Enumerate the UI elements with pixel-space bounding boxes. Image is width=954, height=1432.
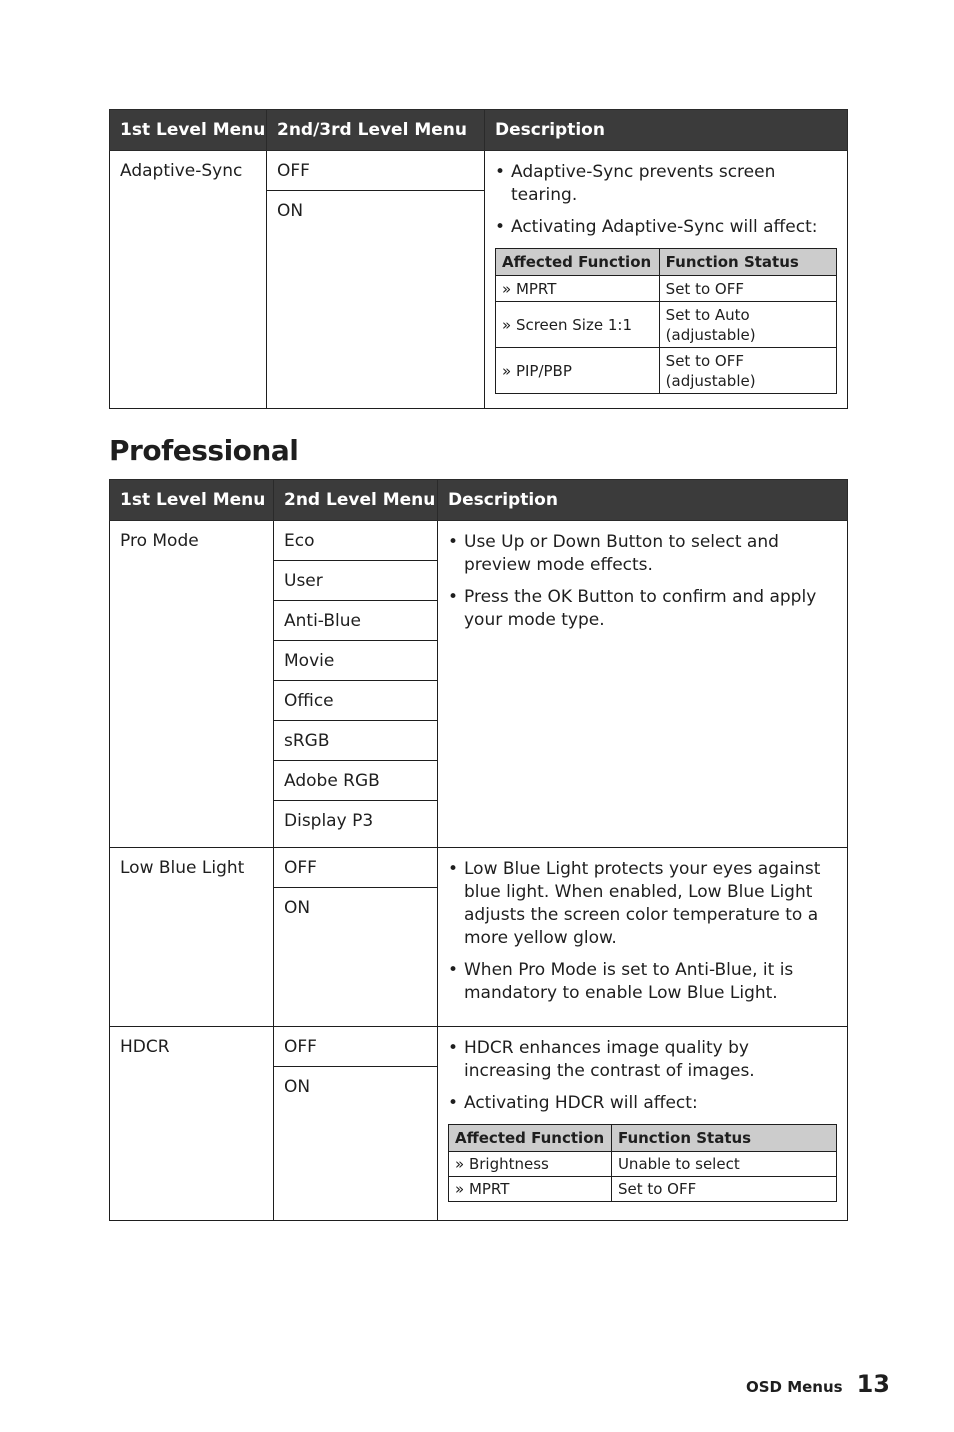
function-status: Set to OFF — [659, 276, 836, 302]
affected-row — [449, 1177, 837, 1202]
option-list — [274, 1027, 438, 1221]
option-office: Office — [274, 681, 437, 721]
option-on: ON — [277, 201, 304, 221]
table-header-row — [110, 480, 848, 521]
option-on: ON — [284, 1077, 311, 1097]
option-srgb: sRGB — [274, 721, 437, 761]
affected-row — [496, 348, 837, 394]
description-bullets — [448, 531, 837, 632]
section-title: Professional — [109, 434, 299, 467]
function-status: Set to Auto (adjustable) — [659, 302, 836, 348]
level1-adaptive-sync: Adaptive-Sync — [110, 151, 267, 409]
description-bullets — [448, 1037, 837, 1115]
table-row — [110, 521, 848, 848]
level1-hdcr: HDCR — [110, 1027, 274, 1221]
affected-function: » Brightness — [449, 1152, 612, 1177]
description-cell — [485, 151, 848, 409]
function-status: Set to OFF (adjustable) — [659, 348, 836, 394]
affected-function-table — [495, 248, 837, 394]
description-cell — [438, 1027, 848, 1221]
table-header-row — [110, 110, 848, 151]
option-list — [274, 848, 438, 1027]
header-2nd-3rd-level: 2nd/3rd Level Menu — [267, 110, 485, 151]
option-list — [267, 151, 485, 409]
affected-function: » MPRT — [449, 1177, 612, 1202]
affected-row — [496, 276, 837, 302]
option-off: OFF — [267, 151, 484, 191]
status-header: Function Status — [659, 249, 836, 276]
table-row — [110, 151, 848, 409]
description-bullets — [495, 161, 837, 239]
bullet-item: • Press the OK Button to confirm and apply your mode type. — [448, 586, 837, 632]
bullet-item: • When Pro Mode is set to Anti-Blue, it is mandatory to enable Low Blue Light. — [448, 959, 837, 1005]
option-eco: Eco — [274, 521, 437, 561]
professional-table — [109, 479, 848, 1221]
level1-pro-mode: Pro Mode — [110, 521, 274, 848]
adaptive-sync-table — [109, 109, 848, 409]
function-status: Unable to select — [611, 1152, 836, 1177]
level1-low-blue-light: Low Blue Light — [110, 848, 274, 1027]
affected-header: Affected Function — [496, 249, 660, 276]
description-cell — [438, 521, 848, 848]
bullet-item: • HDCR enhances image quality by increasing the contrast of images. — [448, 1037, 837, 1083]
header-description: Description — [485, 110, 848, 151]
function-status: Set to OFF — [611, 1177, 836, 1202]
table-row — [110, 848, 848, 1027]
option-off: OFF — [274, 848, 437, 888]
header-description: Description — [438, 480, 848, 521]
affected-header-row — [449, 1125, 837, 1152]
page-number: 13 — [856, 1370, 890, 1398]
footer-section-name: OSD Menus — [745, 1378, 843, 1396]
affected-row — [496, 302, 837, 348]
bullet-item: • Adaptive-Sync prevents screen tearing. — [495, 161, 837, 207]
table-row — [110, 1027, 848, 1221]
affected-function: » PIP/PBP — [496, 348, 660, 394]
option-on: ON — [284, 898, 311, 918]
bullet-item: • Low Blue Light protects your eyes against blue light. When enabled, Low Blue Light adjusts the screen color temperature to a more yellow glow. — [448, 858, 837, 950]
option-anti-blue: Anti-Blue — [274, 601, 437, 641]
bullet-item: • Use Up or Down Button to select and preview mode effects. — [448, 531, 837, 577]
header-2nd-level: 2nd Level Menu — [274, 480, 438, 521]
header-1st-level: 1st Level Menu — [110, 480, 274, 521]
option-adobe-rgb: Adobe RGB — [274, 761, 437, 801]
option-off: OFF — [274, 1027, 437, 1067]
status-header: Function Status — [611, 1125, 836, 1152]
option-user: User — [274, 561, 437, 601]
affected-function: » Screen Size 1:1 — [496, 302, 660, 348]
description-bullets — [448, 858, 837, 1005]
option-list — [274, 521, 438, 848]
page-footer — [746, 1370, 890, 1398]
description-cell — [438, 848, 848, 1027]
affected-function-table — [448, 1124, 837, 1202]
bullet-item: • Activating Adaptive-Sync will affect: — [495, 216, 837, 239]
affected-header: Affected Function — [449, 1125, 612, 1152]
affected-row — [449, 1152, 837, 1177]
option-display-p3: Display P3 — [284, 811, 374, 831]
affected-header-row — [496, 249, 837, 276]
affected-function: » MPRT — [496, 276, 660, 302]
option-movie: Movie — [274, 641, 437, 681]
bullet-item: • Activating HDCR will affect: — [448, 1092, 837, 1115]
header-1st-level: 1st Level Menu — [110, 110, 267, 151]
